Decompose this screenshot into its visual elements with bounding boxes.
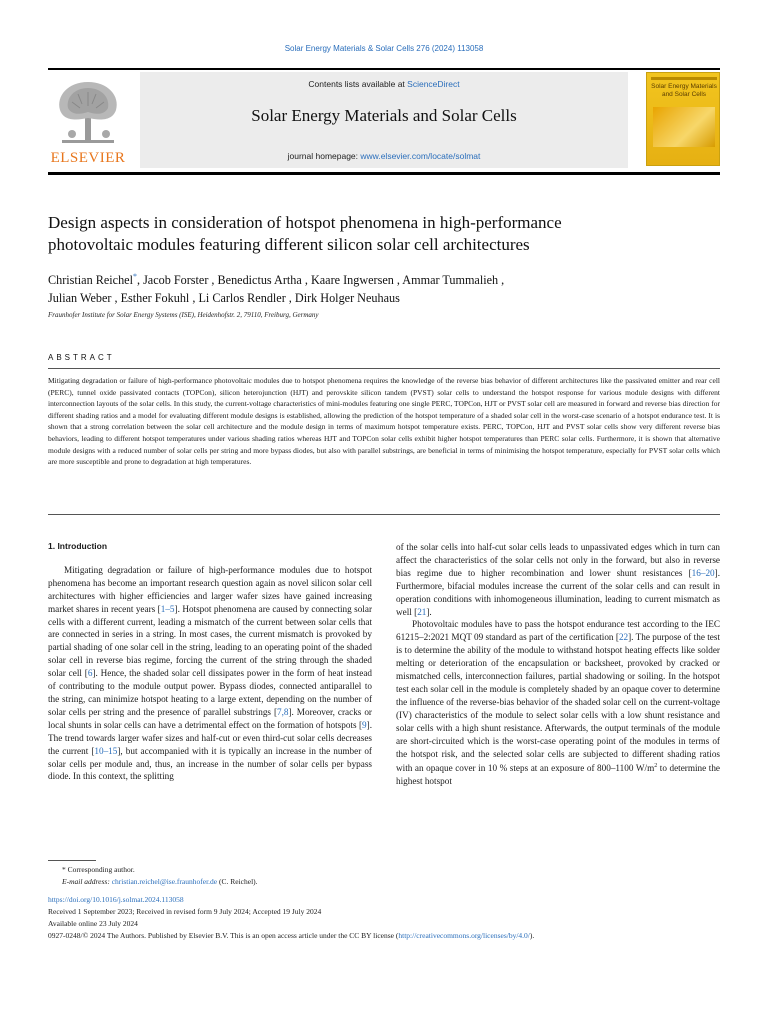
reference-link[interactable]: 9 xyxy=(362,719,367,730)
email-label: E-mail address: xyxy=(62,877,112,886)
text-run: ]. Hotspot phenomena are caused by connecting solar cells with a different current, leading a mismatch of the current between solar cells that are connected in series in a string. In most cases, the current mismatch is provoked by partial shading of one solar cell in the string, leading to an operating point of the shaded solar cell in reverse bias regime, forcing the current of the string through the shaded solar cell [ xyxy=(48,603,373,679)
intro-paragraph-1-continued xyxy=(396,541,720,618)
email-suffix: (C. Reichel). xyxy=(217,877,258,886)
email-note xyxy=(48,876,728,888)
abstract-text: Mitigating degradation or failure of high-performance photovoltaic modules due to hotspot phenomena requires the knowledge of the reverse bias behavior of different architectures like the passivated emitter and rear cell (PERC), tunnel oxide passivated contacts (TOPCon), silicon heterojunction (HJT) and perovskite silicon tandem (PVST) solar cells to understand the hotspot response for various module designs with different interconnection layouts of the solar cells. In this study, the current-voltage characteristics of mini-modules featuring one single PERC, TOPCon, HJT or PVST solar cell are measured in forward and reverse bias direction for different shading ratios and a model for evaluating different module designs is established, allowing the prediction of the hotspot temperature of a shaded solar cell in the worst-case scenario of a hotspot endurance test. It is shown that a strong correlation between the solar cell architecture and the module design in terms of maximum hotspot temperature exists. PERC, TOPCon, HJT and PVST solar cells show very different reverse bias behaviors, leading to different hotspot temperatures under various shading ratios whereas HJT and TOPCon solar cells exhibit higher hotspot temperatures than PERC solar cells. Furthermore, it is shown that alternative module designs with a reduced number of solar cells per string and more bypass diodes, but also with parallel substrings, are beneficial in terms of minimising the hotspot temperature, especially for PVST solar cells which are more susceptible and prone to degradation at high temperatures. xyxy=(48,376,720,467)
reference-link[interactable]: 22 xyxy=(618,632,629,643)
journal-title: Solar Energy Materials and Solar Cells xyxy=(251,106,517,125)
reference-link[interactable]: 21 xyxy=(417,606,427,617)
received-dates: Received 1 September 2023; Received in revised form 9 July 2024; Accepted 19 July 2024 xyxy=(48,907,322,916)
footnotes xyxy=(48,864,728,942)
license-text: 0927-0248/© 2024 The Authors. Published by Elsevier B.V. This is an open access article under the CC BY license ( xyxy=(48,931,399,940)
text-run: ]. The trend towards larger wafer sizes and half-cut or even third-cut solar cells decreases the current [ xyxy=(48,719,372,756)
contents-available-line xyxy=(140,79,628,89)
text-run: of the solar cells into half-cut solar cells leads to unpassivated edges which in turn can affect the characteristics of the solar cells not only in the forward, but also in reverse bias regime due to higher recombination and lower shunt resistances [ xyxy=(396,542,720,578)
cover-title: Solar Energy Materials and Solar Cells xyxy=(651,83,717,98)
header-rule-top xyxy=(48,68,720,70)
intro-paragraph-2 xyxy=(396,618,720,788)
text-run: ], but accompanied with it is typically an increase in the number of solar cells per module and, thus, an increase in the number of solar cells per bypass diode. In this context, the splitting xyxy=(48,745,372,782)
authors-line-2: Julian Weber , Esther Fokuhl , Li Carlos Rendler , Dirk Holger Neuhaus xyxy=(48,291,400,306)
license-text-end: ). xyxy=(529,931,535,940)
superscript: 2 xyxy=(654,763,658,770)
body-column-left xyxy=(48,540,372,783)
homepage-prefix: journal homepage: xyxy=(287,151,361,161)
cover-strip xyxy=(651,77,717,80)
paper-title xyxy=(48,212,728,256)
reference-link[interactable]: 1–5 xyxy=(160,603,175,614)
text-run: ]. Hence, the shaded solar cell dissipates power in the form of heat instead of contributing to the module output power. Bypass diodes, connected antiparallel to the string, can minimize hotspot heating to a large extent, depending on the number of solar cells per string and the presence of parallel substrings [ xyxy=(48,668,372,717)
paper-title-line-2: photovoltaic modules featuring different silicon solar cell architectures xyxy=(48,235,530,254)
text-run: to determine the highest hotspot xyxy=(396,763,720,787)
journal-header-box xyxy=(140,72,628,168)
author-list xyxy=(48,268,728,307)
authors-line-1 xyxy=(48,268,728,289)
text-run: ]. The purpose of the test is to determine the ability of the module to withstand hotspot heating effects like solder melting or deterioration of the encapsulation or backsheet, provoked by cracked or mismatched cells, interconnection failures, partial shadowing or soiling. In the hotspot test each solar cell in the module is completely shaded by an opaque cover to determine the influence of the reverse-bias behavior of the shaded solar cell on the current-voltage (IV) characteristics of the module to select solar cells with a low shunt resistance and solar cells with a high shunt resistance. Afterwards, the output terminals of the module are short-circuited which is the worst-case operating point of the modules in terms of the hotspot risk, and the selected solar cells are subjected to different shading ratios with an opaque cover in 10 % steps at an exposure of 800–1100 W/m xyxy=(396,632,721,774)
abstract-rule-top xyxy=(48,368,720,369)
journal-cover-thumbnail[interactable] xyxy=(646,72,720,166)
journal-homepage-link[interactable]: www.elsevier.com/locate/solmat xyxy=(360,151,481,161)
cover-image xyxy=(653,107,715,147)
contents-prefix: Contents lists available at xyxy=(308,79,408,89)
text-run: Mitigating degradation or failure of high-performance modules due to hotspot phenomena has become an important research question again as novel silicon solar cell architectures with higher efficiencies and larger wafer sizes have gained increasing market shares in recent years [ xyxy=(48,564,372,614)
corresponding-author-marker[interactable]: * xyxy=(132,272,137,281)
footnote-rule xyxy=(48,860,96,861)
text-run: Photovoltaic modules have to pass the hotspot endurance test according to the IEC 61215–2:2021 MQT 09 standard as part of the certification [ xyxy=(396,619,720,643)
journal-homepage-line xyxy=(140,151,628,161)
intro-paragraph-1 xyxy=(48,564,372,783)
available-online-date: Available online 23 July 2024 xyxy=(48,919,138,928)
elsevier-logo[interactable] xyxy=(48,74,128,168)
text-run: ]. Furthermore, bifacial modules increase the current of the solar cells and can result in operation conditions with inhomogeneous illumination, leading to current mismatch as well [ xyxy=(396,567,720,617)
body-column-right xyxy=(396,541,720,788)
authors-line-1-rest: , Jacob Forster , Benedictus Artha , Kaare Ingwersen , Ammar Tummalieh , xyxy=(136,273,505,288)
header-rule-bottom xyxy=(48,172,720,175)
sciencedirect-link[interactable]: ScienceDirect xyxy=(407,79,460,89)
paper-title-line-1: Design aspects in consideration of hotspot phenomena in high-performance xyxy=(48,213,562,232)
doi-link[interactable]: https://doi.org/10.1016/j.solmat.2024.113058 xyxy=(48,895,184,904)
introduction-heading: 1. Introduction xyxy=(48,541,108,551)
email-link[interactable]: christian.reichel@ise.fraunhofer.de xyxy=(111,877,218,886)
text-run: ]. xyxy=(426,606,432,617)
license-link[interactable]: http://creativecommons.org/licenses/by/4.0/ xyxy=(398,931,530,940)
affiliation: Fraunhofer Institute for Solar Energy Systems (ISE), Heidenhofstr. 2, 79110, Freiburg, Germany xyxy=(48,311,319,319)
abstract-heading: ABSTRACT xyxy=(48,353,115,362)
corresponding-author-note: * Corresponding author. xyxy=(62,865,135,874)
reference-link[interactable]: 6 xyxy=(87,668,93,679)
license-note xyxy=(48,930,728,942)
reference-link[interactable]: 7,8 xyxy=(277,706,289,717)
text-run: ]. Moreover, cracks or local shunts in solar cells can have a detrimental effect on the formation of hotspots [ xyxy=(48,706,372,730)
reference-link[interactable]: 10–15 xyxy=(94,745,118,756)
author-reichel[interactable]: Christian Reichel xyxy=(48,273,133,288)
abstract-rule-bottom xyxy=(48,514,720,515)
elsevier-tree-icon xyxy=(48,74,128,148)
journal-citation[interactable]: Solar Energy Materials & Solar Cells 276 (2024) 113058 xyxy=(284,44,484,53)
elsevier-wordmark: ELSEVIER xyxy=(50,150,126,166)
reference-link[interactable]: 16–20 xyxy=(691,567,715,578)
